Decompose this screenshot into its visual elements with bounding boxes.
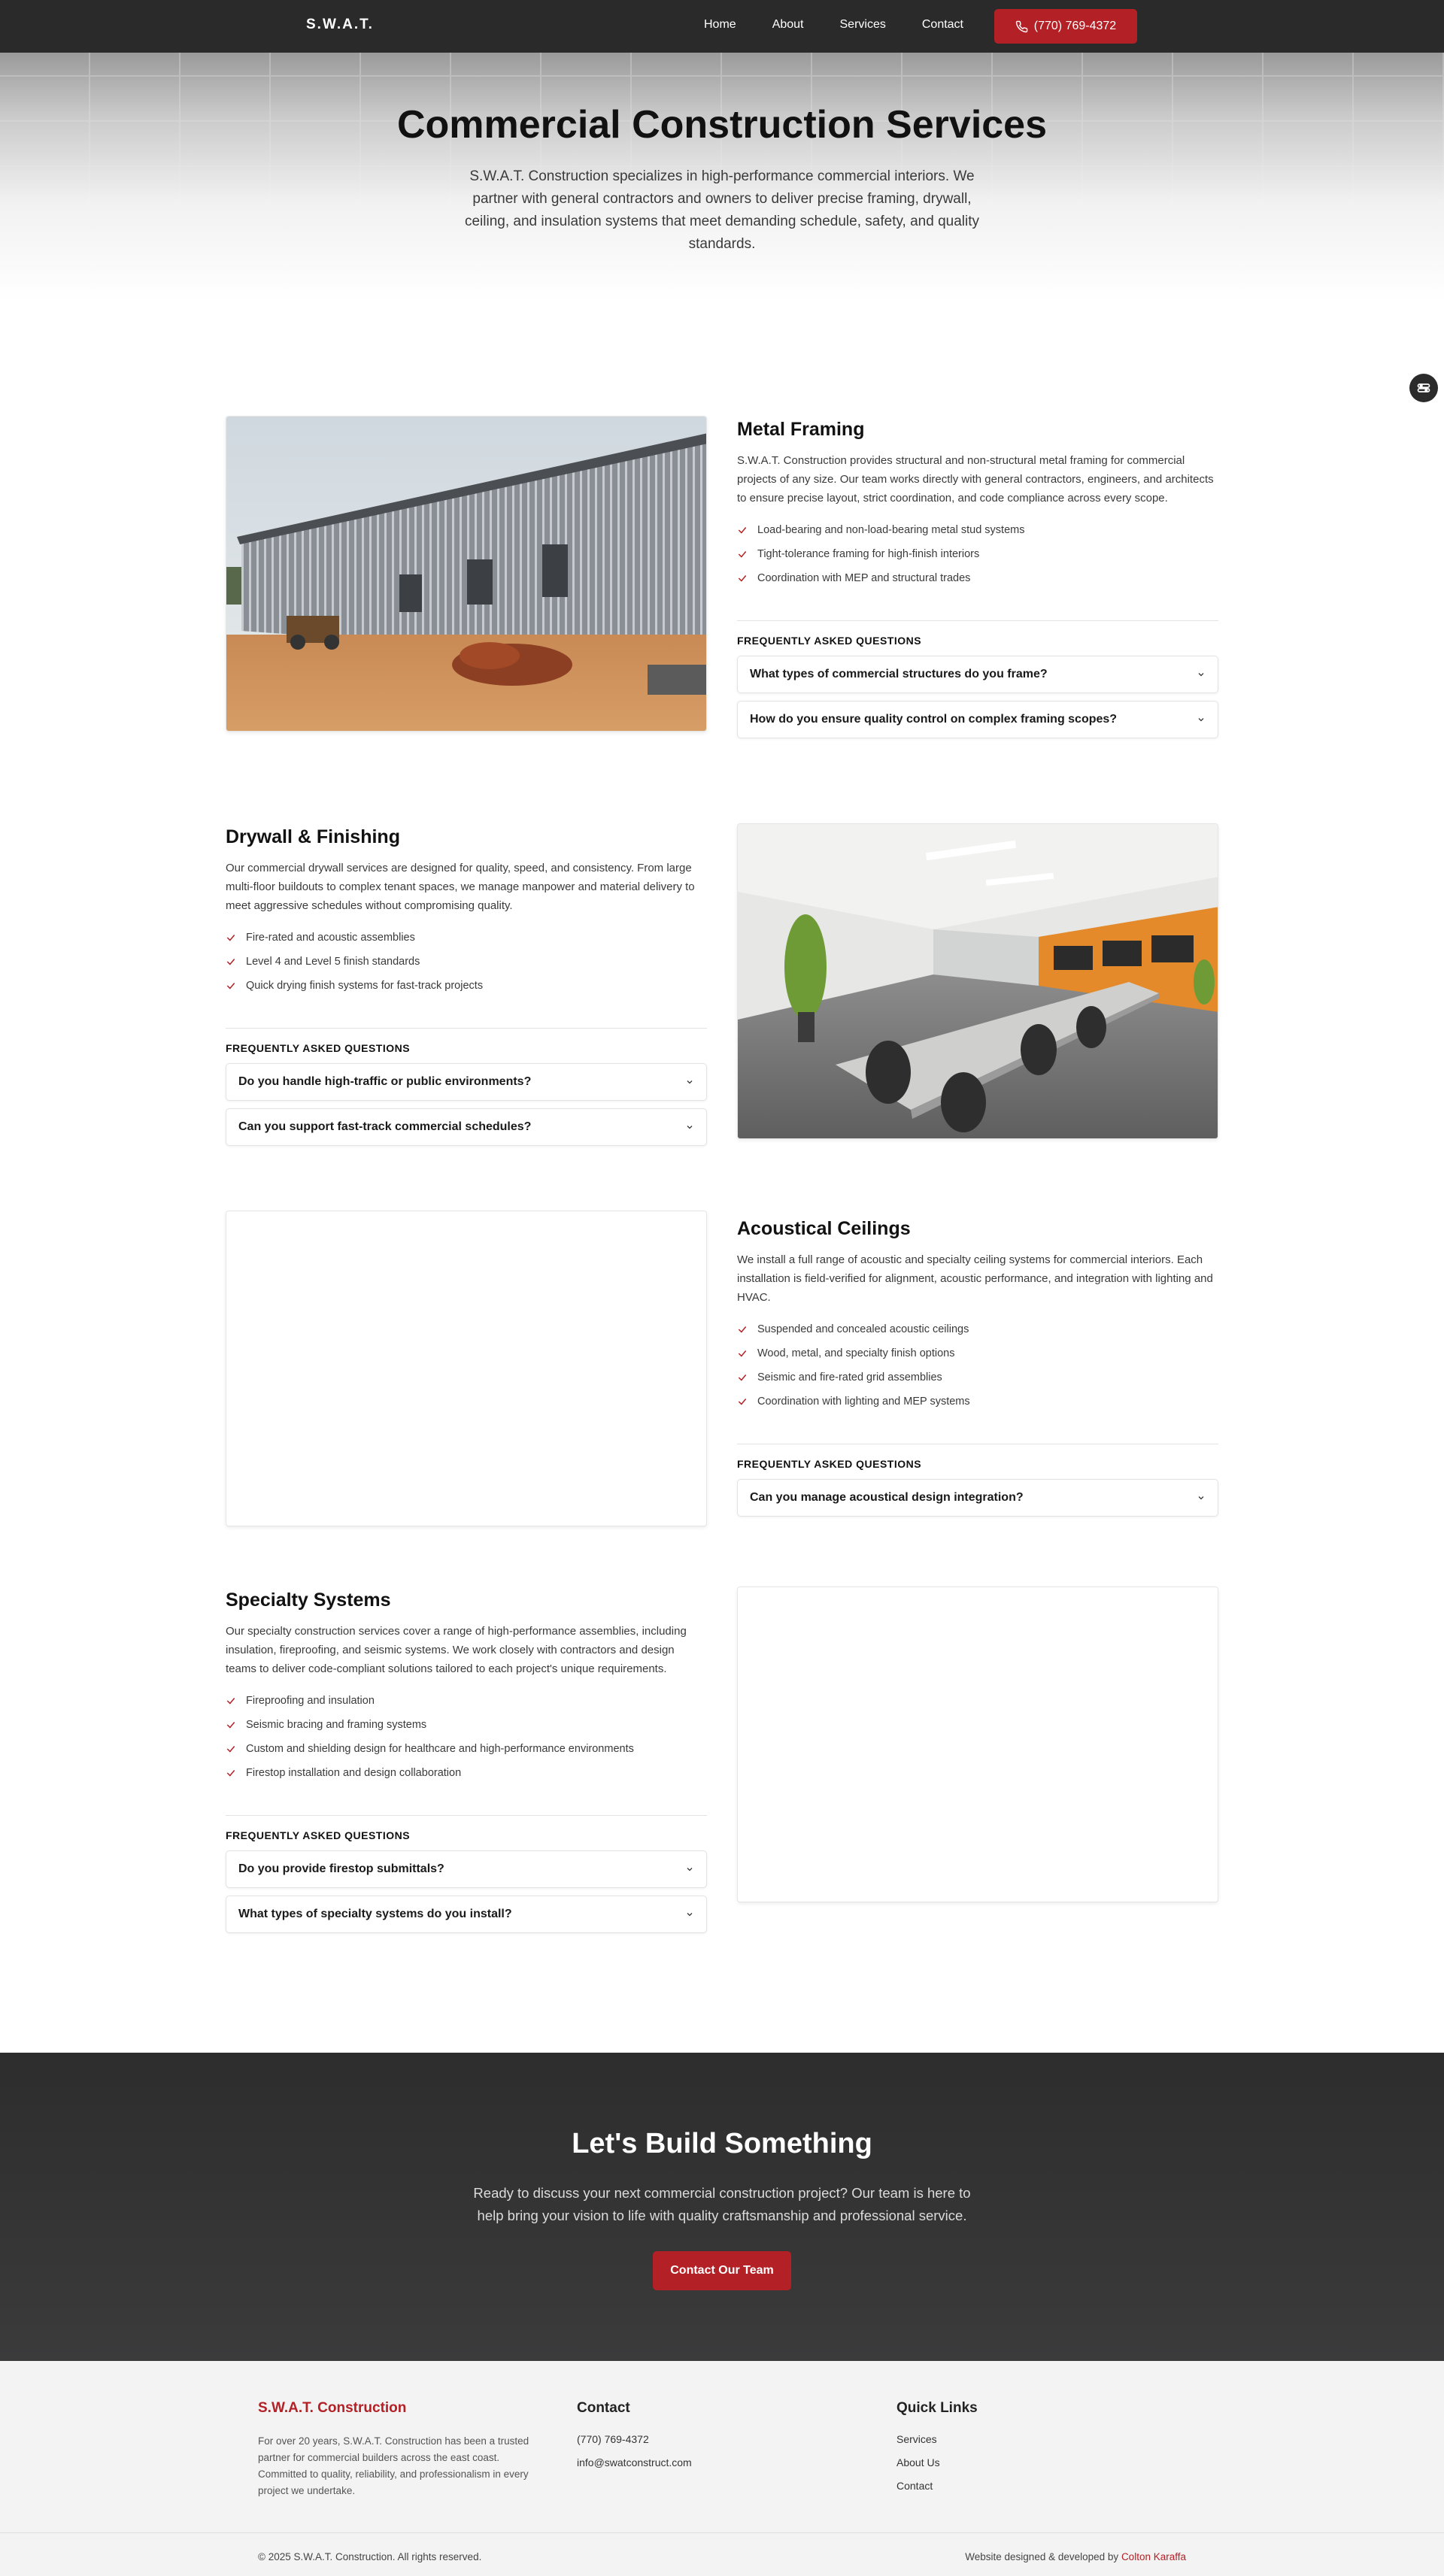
top-navbar <box>0 0 1444 53</box>
divider <box>737 620 1218 621</box>
faq-item[interactable]: Can you support fast-track commercial schedules? <box>226 1108 707 1146</box>
settings-toggle-button[interactable] <box>1409 374 1438 402</box>
page-title: Commercial Construction Services <box>396 103 1048 147</box>
check-icon <box>226 1720 236 1730</box>
feature-list <box>737 518 1218 590</box>
section-title: Acoustical Ceilings <box>737 1218 911 1239</box>
faq-item[interactable]: Can you manage acoustical design integration? <box>737 1479 1218 1517</box>
footer-link-services[interactable]: Services <box>896 2433 937 2445</box>
footer <box>0 2361 1444 2576</box>
list-item: Tight-tolerance framing for high-finish interiors <box>737 542 1218 566</box>
faq-heading: FREQUENTLY ASKED QUESTIONS <box>737 635 922 647</box>
list-item: Seismic bracing and framing systems <box>226 1713 707 1737</box>
credit-prefix: Website designed & developed by <box>965 2551 1119 2562</box>
hero-subtitle: S.W.A.T. Construction specializes in high-performance commercial interiors. We partner with general contractors and owners to deliver precise framing, drywall, ceiling, and insulation systems that meet demanding schedule, safety, and quality standards. <box>464 168 980 252</box>
footer-contact <box>577 2400 692 2480</box>
check-icon <box>226 1744 236 1754</box>
footer-phone-link[interactable]: (770) 769-4372 <box>577 2433 649 2445</box>
section-description: Our commercial drywall services are designed for quality, speed, and consistency. From large multi-floor buildouts to complex tenant spaces, we manage manpower and material delivery to meet aggressive schedules without compromising quality. <box>226 862 695 912</box>
check-icon <box>226 1696 236 1706</box>
cta-subtitle: Ready to discuss your next commercial construction project? Our team is here to help bring your vision to life with quality craftsmanship and professional service. <box>473 2185 971 2223</box>
chevron-down-icon <box>1197 1493 1206 1502</box>
faq-item[interactable]: Do you provide firestop submittals? <box>226 1850 707 1888</box>
feature-list <box>737 1317 1218 1414</box>
footer-links-heading: Quick Links <box>896 2400 978 2416</box>
footer-link-contact[interactable]: Contact <box>896 2480 933 2492</box>
check-icon <box>226 956 236 967</box>
cta-banner <box>0 2053 1444 2361</box>
metal-framing-content <box>737 419 1218 746</box>
divider <box>226 1028 707 1029</box>
hero-banner <box>0 53 1444 301</box>
list-item: Suspended and concealed acoustic ceilings <box>737 1317 1218 1341</box>
footer-link-about[interactable]: About Us <box>896 2456 940 2468</box>
chevron-down-icon <box>1197 715 1206 724</box>
check-icon <box>737 1324 748 1335</box>
check-icon <box>737 525 748 535</box>
check-icon <box>737 1396 748 1407</box>
list-item: Coordination with lighting and MEP systems <box>737 1390 1218 1414</box>
metal-framing-image <box>226 416 707 732</box>
feature-list <box>226 1689 707 1785</box>
acoustical-ceilings-image <box>226 1211 707 1526</box>
acoustical-content <box>737 1218 1218 1524</box>
nav-link-contact[interactable]: Contact <box>921 18 963 31</box>
list-item: Coordination with MEP and structural trades <box>737 566 1218 590</box>
footer-email-link[interactable]: info@swatconstruct.com <box>577 2456 692 2468</box>
list-item: Fire-rated and acoustic assemblies <box>226 926 707 950</box>
section-description: S.W.A.T. Construction provides structural and non-structural metal framing for commercial projects of any size. Our team works directly with general contractors, engineers, and architects to ensure precise layout, strict coordination, and code compliance across every scope. <box>737 454 1214 505</box>
specialty-systems-image <box>737 1587 1218 1902</box>
faq-item[interactable]: How do you ensure quality control on complex framing scopes? <box>737 701 1218 738</box>
chevron-down-icon <box>1197 670 1206 679</box>
nav-link-about[interactable]: About <box>772 18 804 31</box>
chevron-down-icon <box>685 1865 694 1874</box>
chevron-down-icon <box>685 1123 694 1132</box>
feature-list <box>226 926 707 998</box>
nav-link-services[interactable]: Services <box>839 18 886 31</box>
copyright: © 2025 S.W.A.T. Construction. All rights reserved. <box>258 2551 482 2562</box>
nav-links <box>704 18 1000 32</box>
list-item: Seismic and fire-rated grid assemblies <box>737 1365 1218 1390</box>
faq-heading: FREQUENTLY ASKED QUESTIONS <box>226 1042 411 1054</box>
check-icon <box>737 1348 748 1359</box>
cta-title: Let's Build Something <box>572 2128 872 2159</box>
list-item: Custom and shielding design for healthcare and high-performance environments <box>226 1737 707 1761</box>
footer-brand: S.W.A.T. Construction <box>258 2400 407 2416</box>
credit-author-link[interactable]: Colton Karaffa <box>1121 2551 1186 2562</box>
footer-quick-links <box>896 2400 978 2503</box>
faq-item[interactable]: Do you handle high-traffic or public environments? <box>226 1063 707 1101</box>
faq-item[interactable]: What types of specialty systems do you install? <box>226 1896 707 1933</box>
faq-heading: FREQUENTLY ASKED QUESTIONS <box>737 1458 922 1470</box>
site-credit <box>965 2551 1186 2562</box>
phone-icon <box>1015 20 1028 33</box>
conference-room-photo <box>738 824 1218 1139</box>
nav-link-home[interactable]: Home <box>704 18 736 31</box>
list-item: Fireproofing and insulation <box>226 1689 707 1713</box>
drywall-content <box>226 826 707 1153</box>
check-icon <box>737 573 748 583</box>
check-icon <box>737 549 748 559</box>
list-item: Firestop installation and design collaboration <box>226 1761 707 1785</box>
section-title: Drywall & Finishing <box>226 826 400 847</box>
section-title: Specialty Systems <box>226 1590 391 1611</box>
list-item: Load-bearing and non-load-bearing metal stud systems <box>737 518 1218 542</box>
drywall-image <box>737 823 1218 1139</box>
check-icon <box>737 1372 748 1383</box>
metal-framing-photo <box>226 417 707 732</box>
list-item: Wood, metal, and specialty finish options <box>737 1341 1218 1365</box>
phone-number: (770) 769-4372 <box>1033 20 1117 32</box>
list-item: Level 4 and Level 5 finish standards <box>226 950 707 974</box>
footer-contact-heading: Contact <box>577 2400 630 2416</box>
chevron-down-icon <box>685 1910 694 1919</box>
footer-about <box>258 2400 536 2499</box>
footer-bottom-bar <box>0 2532 1444 2562</box>
divider <box>226 1815 707 1816</box>
section-description: We install a full range of acoustic and specialty ceiling systems for commercial interiors. Each installation is field-verified for alignment, acoustic performance, and integration with lighting and HVAC. <box>737 1253 1213 1304</box>
toggle-icon <box>1416 380 1431 395</box>
section-title: Metal Framing <box>737 419 865 440</box>
phone-call-button[interactable] <box>994 9 1137 44</box>
check-icon <box>226 980 236 991</box>
footer-about-text: For over 20 years, S.W.A.T. Construction has been a trusted partner for commercial builders across the east coast. Committed to quality, reliability, and professionalism in every project we undertake. <box>258 2435 529 2496</box>
contact-our-team-button[interactable]: Contact Our Team <box>653 2251 791 2290</box>
faq-heading: FREQUENTLY ASKED QUESTIONS <box>226 1829 411 1841</box>
specialty-content <box>226 1590 707 1941</box>
section-description: Our specialty construction services cover a range of high-performance assemblies, including insulation, fireproofing, and seismic systems. We work closely with contractors and design teams to deliver code-compliant solutions tailored to each project's unique requirements. <box>226 1625 687 1675</box>
check-icon <box>226 1768 236 1778</box>
chevron-down-icon <box>685 1077 694 1086</box>
check-icon <box>226 932 236 943</box>
list-item: Quick drying finish systems for fast-track projects <box>226 974 707 998</box>
faq-item[interactable]: What types of commercial structures do you frame? <box>737 656 1218 693</box>
brand-logo[interactable]: S.W.A.T. <box>306 17 374 32</box>
